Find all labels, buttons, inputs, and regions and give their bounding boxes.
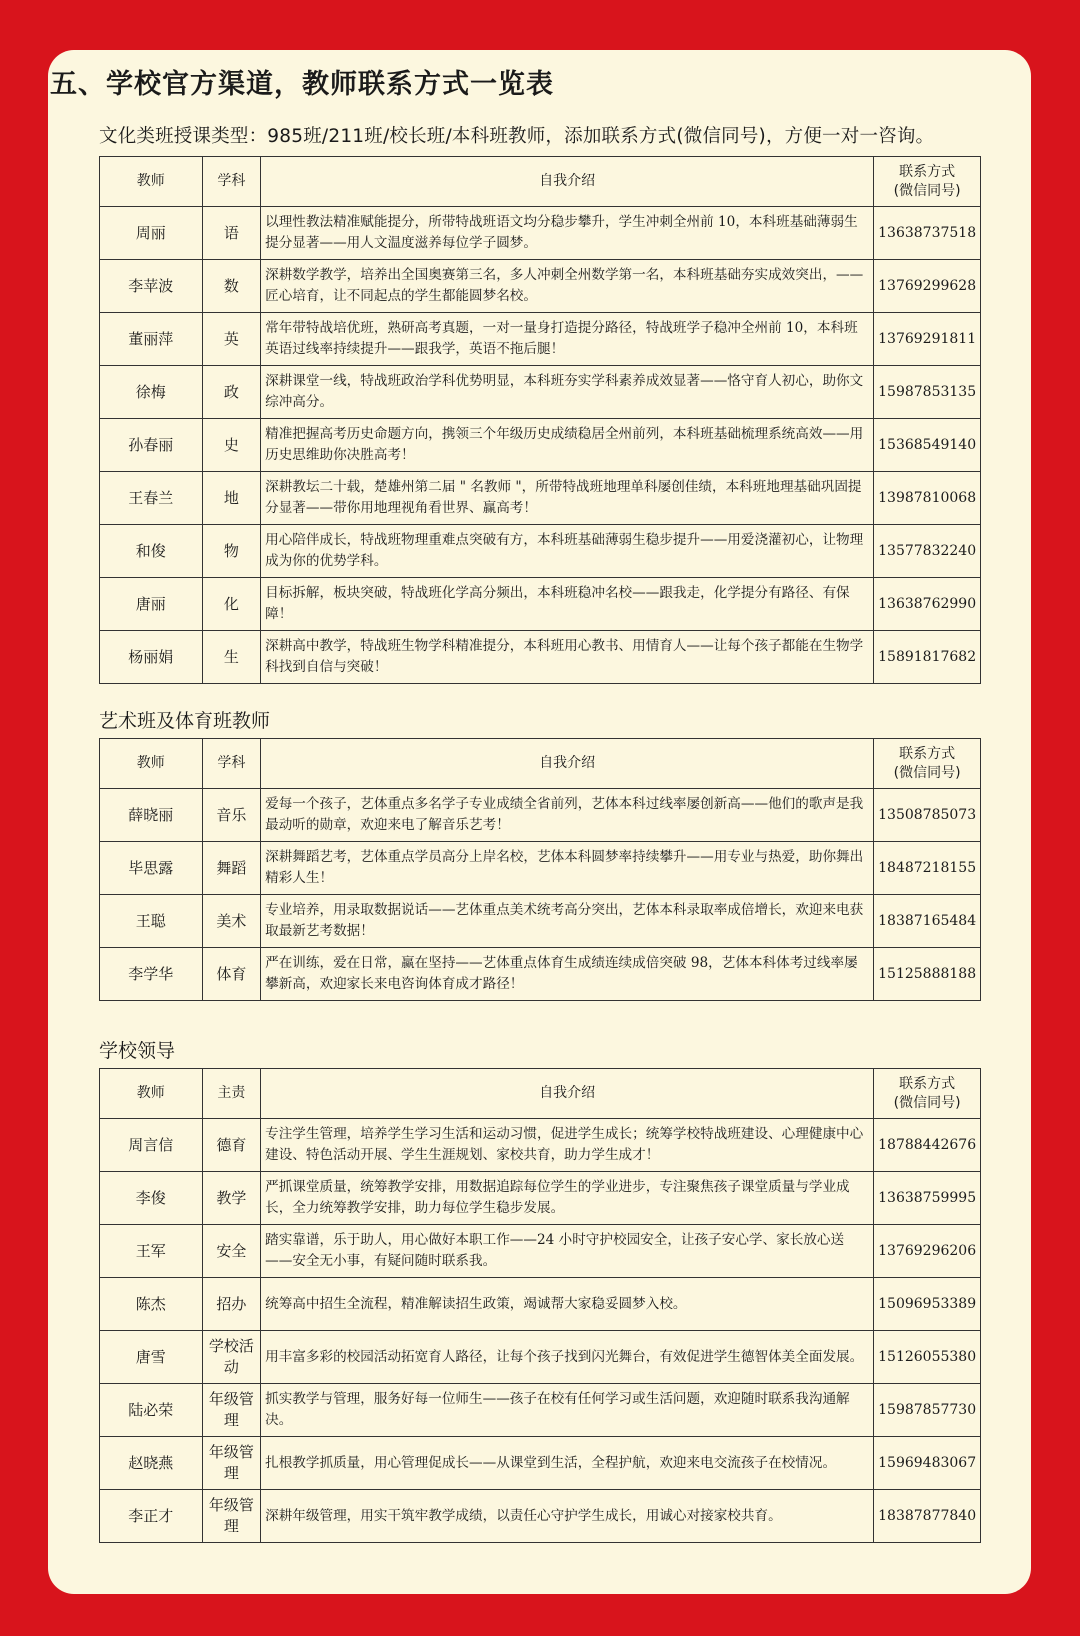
subject-cell: 年级管理 xyxy=(202,1384,261,1437)
table-row xyxy=(100,313,981,366)
phone-number: 18387877840 xyxy=(874,1490,981,1543)
intro-cell: 深耕教坛二十载，楚雄州第二届 " 名教师 "，所带特战班地理单科屡创佳绩，本科班地理基础巩固提分显著——带你用地理视角看世界、赢高考！ xyxy=(261,472,874,525)
intro-cell: 用心陪伴成长，特战班物理重难点突破有方，本科班基础薄弱生稳步提升——用爱浇灌初心，让物理成为你的优势学科。 xyxy=(261,525,874,578)
phone-number: 15987853135 xyxy=(874,366,981,419)
phone-number: 13508785073 xyxy=(874,789,981,842)
subject-cell: 地 xyxy=(202,472,261,525)
phone-number: 15891817682 xyxy=(874,631,981,684)
arts-teachers-table xyxy=(99,738,981,1001)
phone-number: 13769296206 xyxy=(874,1225,981,1278)
phone-number: 13769291811 xyxy=(874,313,981,366)
teacher-name: 毕思露 xyxy=(100,842,203,895)
intro-cell: 扎根教学抓质量，用心管理促成长——从课堂到生活，全程护航，欢迎来电交流孩子在校情况。 xyxy=(261,1437,874,1490)
subject-cell: 生 xyxy=(202,631,261,684)
subject-cell: 政 xyxy=(202,366,261,419)
header-subject: 学科 xyxy=(202,157,261,207)
intro-cell: 爱每一个孩子，艺体重点多名学子专业成绩全省前列，艺体本科过线率屡创新高——他们的歌声是我最动听的勋章，欢迎来电了解音乐艺考！ xyxy=(261,789,874,842)
subject-cell: 英 xyxy=(202,313,261,366)
phone-number: 15125888188 xyxy=(874,948,981,1001)
table-row xyxy=(100,1437,981,1490)
subject-cell: 语 xyxy=(202,207,261,260)
intro-cell: 深耕年级管理，用实干筑牢教学成绩，以责任心守护学生成长，用诚心对接家校共育。 xyxy=(261,1490,874,1543)
intro-cell: 严抓课堂质量，统筹教学安排，用数据追踪每位学生的学业进步，专注聚焦孩子课堂质量与学业成长，全力统筹教学安排，助力每位学生稳步发展。 xyxy=(261,1172,874,1225)
subject-cell: 德育 xyxy=(202,1119,261,1172)
header-teacher: 教师 xyxy=(100,739,203,789)
intro-cell: 深耕数学教学，培养出全国奥赛第三名，多人冲刺全州数学第一名，本科班基础夯实成效突出，——匠心培育，让不同起点的学生都能圆梦名校。 xyxy=(261,260,874,313)
intro-cell: 抓实教学与管理，服务好每一位师生——孩子在校有任何学习或生活问题，欢迎随时联系我沟通解决。 xyxy=(261,1384,874,1437)
header-duty: 主责 xyxy=(202,1069,261,1119)
phone-number: 13638762990 xyxy=(874,578,981,631)
table-row xyxy=(100,1384,981,1437)
table-row xyxy=(100,631,981,684)
subject-cell: 化 xyxy=(202,578,261,631)
subject-cell: 教学 xyxy=(202,1172,261,1225)
header-intro: 自我介绍 xyxy=(261,1069,874,1119)
phone-number: 13987810068 xyxy=(874,472,981,525)
header-subject: 学科 xyxy=(202,739,261,789)
subject-cell: 学校活动 xyxy=(202,1331,261,1384)
intro-cell: 用丰富多彩的校园活动拓宽育人路径，让每个孩子找到闪光舞台，有效促进学生德智体美全面发展。 xyxy=(261,1331,874,1384)
section-title-arts: 艺术班及体育班教师 xyxy=(99,710,271,732)
teacher-name: 唐丽 xyxy=(100,578,203,631)
intro-cell: 目标拆解，板块突破，特战班化学高分频出，本科班稳冲名校——跟我走，化学提分有路径、有保障！ xyxy=(261,578,874,631)
teacher-name: 王军 xyxy=(100,1225,203,1278)
intro-cell: 专业培养，用录取数据说话——艺体重点美术统考高分突出，艺体本科录取率成倍增长，欢迎来电获取最新艺考数据！ xyxy=(261,895,874,948)
phone-number: 13638737518 xyxy=(874,207,981,260)
intro-cell: 严在训练，爱在日常，赢在坚持——艺体重点体育生成绩连续成倍突破 98，艺体本科体考过线率屡攀新高，欢迎家长来电咨询体育成才路径！ xyxy=(261,948,874,1001)
teacher-name: 和俊 xyxy=(100,525,203,578)
subject-cell: 舞蹈 xyxy=(202,842,261,895)
phone-number: 18487218155 xyxy=(874,842,981,895)
teacher-name: 李正才 xyxy=(100,1490,203,1543)
table-row xyxy=(100,1490,981,1543)
subject-cell: 数 xyxy=(202,260,261,313)
phone-number: 18387165484 xyxy=(874,895,981,948)
phone-number: 13577832240 xyxy=(874,525,981,578)
header-contact: 联系方式 (微信同号) xyxy=(874,157,981,207)
teacher-name: 李俊 xyxy=(100,1172,203,1225)
teacher-name: 李苹波 xyxy=(100,260,203,313)
table-row xyxy=(100,366,981,419)
header-teacher: 教师 xyxy=(100,1069,203,1119)
teacher-name: 陆必荣 xyxy=(100,1384,203,1437)
phone-number: 15126055380 xyxy=(874,1331,981,1384)
section-title-leaders: 学校领导 xyxy=(99,1040,176,1062)
teacher-name: 周言信 xyxy=(100,1119,203,1172)
phone-number: 15969483067 xyxy=(874,1437,981,1490)
teacher-name: 王春兰 xyxy=(100,472,203,525)
subject-cell: 音乐 xyxy=(202,789,261,842)
teacher-name: 王聪 xyxy=(100,895,203,948)
subject-cell: 体育 xyxy=(202,948,261,1001)
intro-cell: 深耕舞蹈艺考，艺体重点学员高分上岸名校，艺体本科圆梦率持续攀升——用专业与热爱，助你舞出精彩人生！ xyxy=(261,842,874,895)
table-row xyxy=(100,260,981,313)
teacher-name: 孙春丽 xyxy=(100,419,203,472)
table-row xyxy=(100,1331,981,1384)
intro-cell: 踏实靠谱，乐于助人，用心做好本职工作——24 小时守护校园安全，让孩子安心学、家长放心送——安全无小事，有疑问随时联系我。 xyxy=(261,1225,874,1278)
phone-number: 13769299628 xyxy=(874,260,981,313)
header-teacher: 教师 xyxy=(100,157,203,207)
table-row xyxy=(100,842,981,895)
intro-cell: 精准把握高考历史命题方向，携领三个年级历史成绩稳居全州前列，本科班基础梳理系统高效——用历史思维助你决胜高考！ xyxy=(261,419,874,472)
table-row xyxy=(100,207,981,260)
table-row xyxy=(100,1119,981,1172)
phone-number: 15987857730 xyxy=(874,1384,981,1437)
intro-cell: 统筹高中招生全流程，精准解读招生政策，竭诚帮大家稳妥圆梦入校。 xyxy=(261,1278,874,1331)
culture-teachers-table xyxy=(99,156,981,684)
table-row xyxy=(100,1278,981,1331)
school-leaders-table xyxy=(99,1068,981,1543)
table-row xyxy=(100,525,981,578)
subject-cell: 物 xyxy=(202,525,261,578)
phone-number: 15096953389 xyxy=(874,1278,981,1331)
teacher-name: 董丽萍 xyxy=(100,313,203,366)
teacher-name: 唐雪 xyxy=(100,1331,203,1384)
intro-cell: 深耕课堂一线，特战班政治学科优势明显，本科班夯实学科素养成效显著——恪守育人初心，助你文综冲高分。 xyxy=(261,366,874,419)
phone-number: 18788442676 xyxy=(874,1119,981,1172)
phone-number: 13638759995 xyxy=(874,1172,981,1225)
subject-cell: 美术 xyxy=(202,895,261,948)
intro-cell: 以理性教法精准赋能提分，所带特战班语文均分稳步攀升，学生冲刺全州前 10，本科班基础薄弱生提分显著——用人文温度滋养每位学子圆梦。 xyxy=(261,207,874,260)
table-row xyxy=(100,895,981,948)
intro-text: 文化类班授课类型：985班/211班/校长班/本科班教师，添加联系方式(微信同号)，方便一对一咨询。 xyxy=(99,126,935,147)
header-intro: 自我介绍 xyxy=(261,157,874,207)
table-row xyxy=(100,578,981,631)
teacher-name: 赵晓燕 xyxy=(100,1437,203,1490)
header-intro: 自我介绍 xyxy=(261,739,874,789)
subject-cell: 年级管理 xyxy=(202,1490,261,1543)
header-contact: 联系方式 (微信同号) xyxy=(874,739,981,789)
intro-cell: 常年带特战培优班，熟研高考真题，一对一量身打造提分路径，特战班学子稳冲全州前 10，本科班英语过线率持续提升——跟我学，英语不拖后腿！ xyxy=(261,313,874,366)
subject-cell: 年级管理 xyxy=(202,1437,261,1490)
phone-number: 15368549140 xyxy=(874,419,981,472)
intro-cell: 专注学生管理，培养学生学习生活和运动习惯，促进学生成长；统筹学校特战班建设、心理健康中心建设、特色活动开展、学生生涯规划、家校共育，助力学生成才！ xyxy=(261,1119,874,1172)
intro-cell: 深耕高中教学，特战班生物学科精准提分，本科班用心教书、用情育人——让每个孩子都能在生物学科找到自信与突破！ xyxy=(261,631,874,684)
table-row xyxy=(100,948,981,1001)
teacher-name: 周丽 xyxy=(100,207,203,260)
page-title: 五、学校官方渠道，教师联系方式一览表 xyxy=(50,69,554,100)
table-row xyxy=(100,472,981,525)
teacher-name: 杨丽娟 xyxy=(100,631,203,684)
subject-cell: 招办 xyxy=(202,1278,261,1331)
header-contact: 联系方式 (微信同号) xyxy=(874,1069,981,1119)
table-row xyxy=(100,1225,981,1278)
table-row xyxy=(100,419,981,472)
subject-cell: 史 xyxy=(202,419,261,472)
subject-cell: 安全 xyxy=(202,1225,261,1278)
teacher-name: 李学华 xyxy=(100,948,203,1001)
table-row xyxy=(100,1172,981,1225)
teacher-name: 陈杰 xyxy=(100,1278,203,1331)
teacher-name: 薛晓丽 xyxy=(100,789,203,842)
table-row xyxy=(100,789,981,842)
teacher-name: 徐梅 xyxy=(100,366,203,419)
